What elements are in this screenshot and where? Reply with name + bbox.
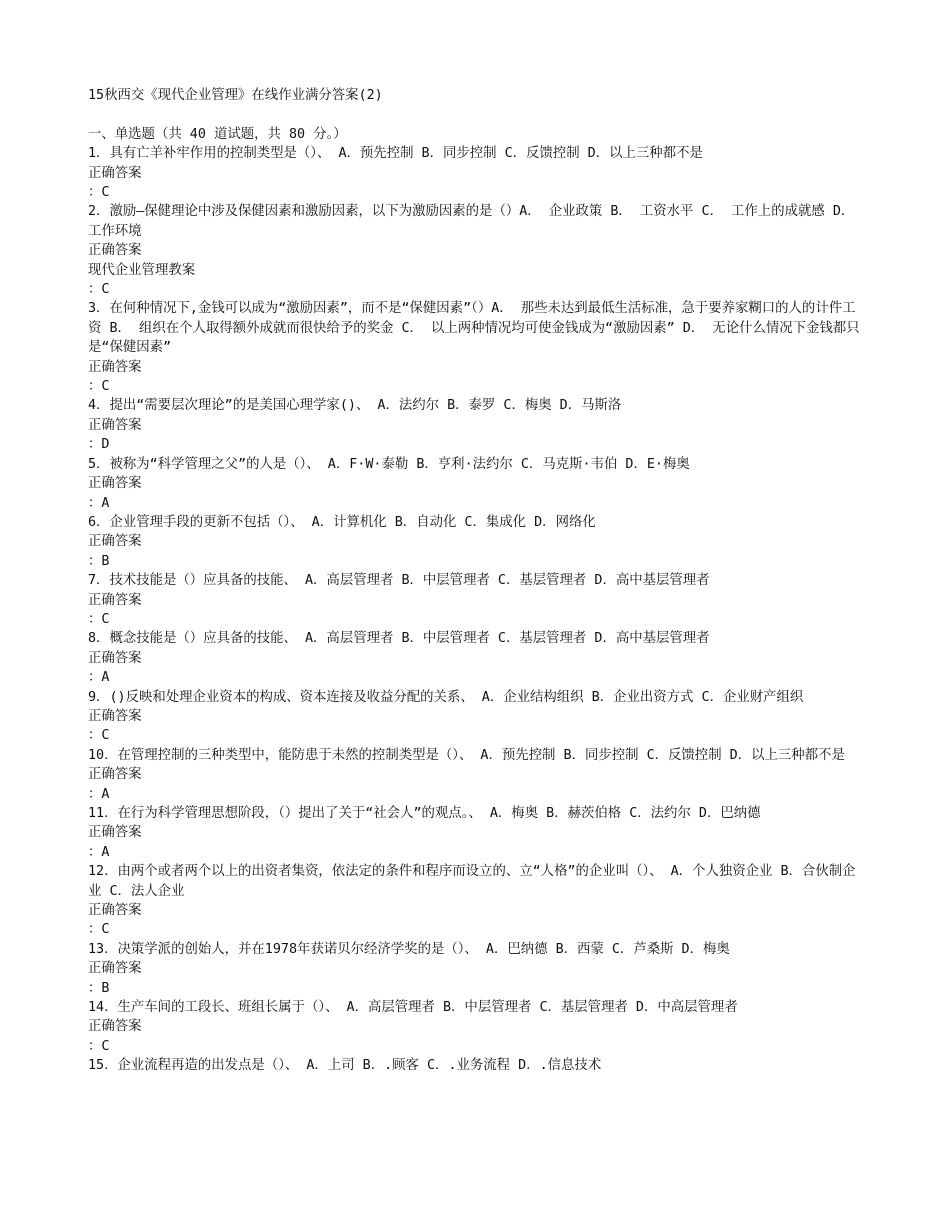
answer-label: 正确答案 <box>88 243 142 259</box>
question-text: 9．()反映和处理企业资本的构成、资本连接及收益分配的关系、 A．企业结构组织 B．企业出资方式 C．企业财产组织 <box>88 689 804 705</box>
answer-label: 正确答案 <box>88 417 142 433</box>
question-text: 6．企业管理手段的更新不包括（）、 A．计算机化 B．自动化 C．集成化 D．网络化 <box>88 514 596 530</box>
question-text: 1．具有亡羊补牢作用的控制类型是（）、 A．预先控制 B．同步控制 C．反馈控制 D．以上三种都不是 <box>88 146 703 162</box>
question-item <box>88 571 868 629</box>
answer-value: ：C <box>88 282 110 298</box>
document-title: 15秋西交《现代企业管理》在线作业满分答案(2) <box>88 88 383 103</box>
answer-value: ：C <box>88 185 110 201</box>
question-item <box>88 862 868 940</box>
question-item <box>88 629 868 687</box>
question-item <box>88 998 868 1056</box>
answer-label: 正确答案 <box>88 903 142 919</box>
question-item <box>88 1056 868 1075</box>
question-text: 2．激励—保健理论中涉及保健因素和激励因素，以下为激励因素的是（）A． 企业政策 B． 工资水平 C． 工作上的成就感 D． 工作环境 <box>88 204 855 239</box>
question-text: 14．生产车间的工段长、班组长属于（）、 A．高层管理者 B．中层管理者 C．基层管理者 D．中高层管理者 <box>88 1000 738 1016</box>
question-text: 5．被称为“科学管理之父”的人是（）、 A．F·W·泰勒 B．亨利·法约尔 C．马克斯·韦伯 D．E·梅奥 <box>88 456 690 472</box>
question-item <box>88 202 868 299</box>
answer-label: 正确答案 <box>88 708 142 724</box>
answer-value: ：B <box>88 553 110 569</box>
question-list <box>88 144 868 1076</box>
question-item <box>88 299 868 396</box>
answer-label: 正确答案 <box>88 825 142 841</box>
inline-note: 现代企业管理教案 <box>88 262 196 278</box>
question-text: 8．概念技能是（）应具备的技能、 A．高层管理者 B．中层管理者 C．基层管理者 D．高中基层管理者 <box>88 631 710 647</box>
question-item <box>88 144 868 202</box>
question-item <box>88 396 868 454</box>
answer-value: ：C <box>88 1038 110 1054</box>
answer-label: 正确答案 <box>88 476 142 492</box>
question-item <box>88 513 868 571</box>
answer-label: 正确答案 <box>88 767 142 783</box>
question-text: 11．在行为科学管理思想阶段，（）提出了关于“社会人”的观点。、 A．梅奥 B．赫茨伯格 C．法约尔 D．巴纳德 <box>88 806 761 822</box>
question-item <box>88 746 868 804</box>
answer-label: 正确答案 <box>88 961 142 977</box>
answer-value: ：D <box>88 437 110 453</box>
question-text: 12．由两个或者两个以上的出资者集资，依法定的条件和程序而设立的、立“人格”的企业叫（）、 A．个人独资企业 B．合伙制企业 C．法人企业 <box>88 864 856 899</box>
answer-value: ：A <box>88 670 110 686</box>
question-item <box>88 940 868 998</box>
question-item <box>88 804 868 862</box>
answer-value: ：C <box>88 922 110 938</box>
answer-label: 正确答案 <box>88 534 142 550</box>
question-text: 13．决策学派的创始人，并在1978年获诺贝尔经济学奖的是（）、 A．巴纳德 B．西蒙 C．芦桑斯 D．梅奥 <box>88 941 730 957</box>
question-text: 4．提出“需要层次理论”的是美国心理学家()、 A．法约尔 B．泰罗 C．梅奥 D．马斯洛 <box>88 398 622 414</box>
answer-label: 正确答案 <box>88 650 142 666</box>
document-page <box>88 86 868 1076</box>
answer-value: ：C <box>88 611 110 627</box>
question-text: 15．企业流程再造的出发点是（）、 A．上司 B．.顾客 C．.业务流程 D．.信息技术 <box>88 1058 602 1074</box>
answer-value: ：C <box>88 379 110 395</box>
answer-value: ：A <box>88 786 110 802</box>
section-header: 一、单选题（共 40 道试题，共 80 分。） <box>88 126 347 142</box>
question-text: 7．技术技能是（）应具备的技能、 A．高层管理者 B．中层管理者 C．基层管理者 D．高中基层管理者 <box>88 573 710 589</box>
question-text: 10．在管理控制的三种类型中，能防患于未然的控制类型是（）、 A．预先控制 B．同步控制 C．反馈控制 D．以上三种都不是 <box>88 747 845 763</box>
answer-label: 正确答案 <box>88 1019 142 1035</box>
answer-label: 正确答案 <box>88 165 142 181</box>
answer-label: 正确答案 <box>88 592 142 608</box>
question-text: 3．在何种情况下,金钱可以成为“激励因素”，而不是“保健因素”（）A． 那些未达到最低生活标准，急于要养家糊口的人的计件工资 B． 组织在个人取得额外成就而很快给予的奖金 C． 以上两种情况均可使金钱成为“激励因素” D． 无论什么情况下金钱都只是“保健因素” <box>88 301 860 356</box>
answer-value: ：A <box>88 844 110 860</box>
answer-value: ：B <box>88 980 110 996</box>
answer-value: ：C <box>88 728 110 744</box>
question-item <box>88 688 868 746</box>
question-item <box>88 455 868 513</box>
answer-value: ：A <box>88 495 110 511</box>
answer-label: 正确答案 <box>88 359 142 375</box>
